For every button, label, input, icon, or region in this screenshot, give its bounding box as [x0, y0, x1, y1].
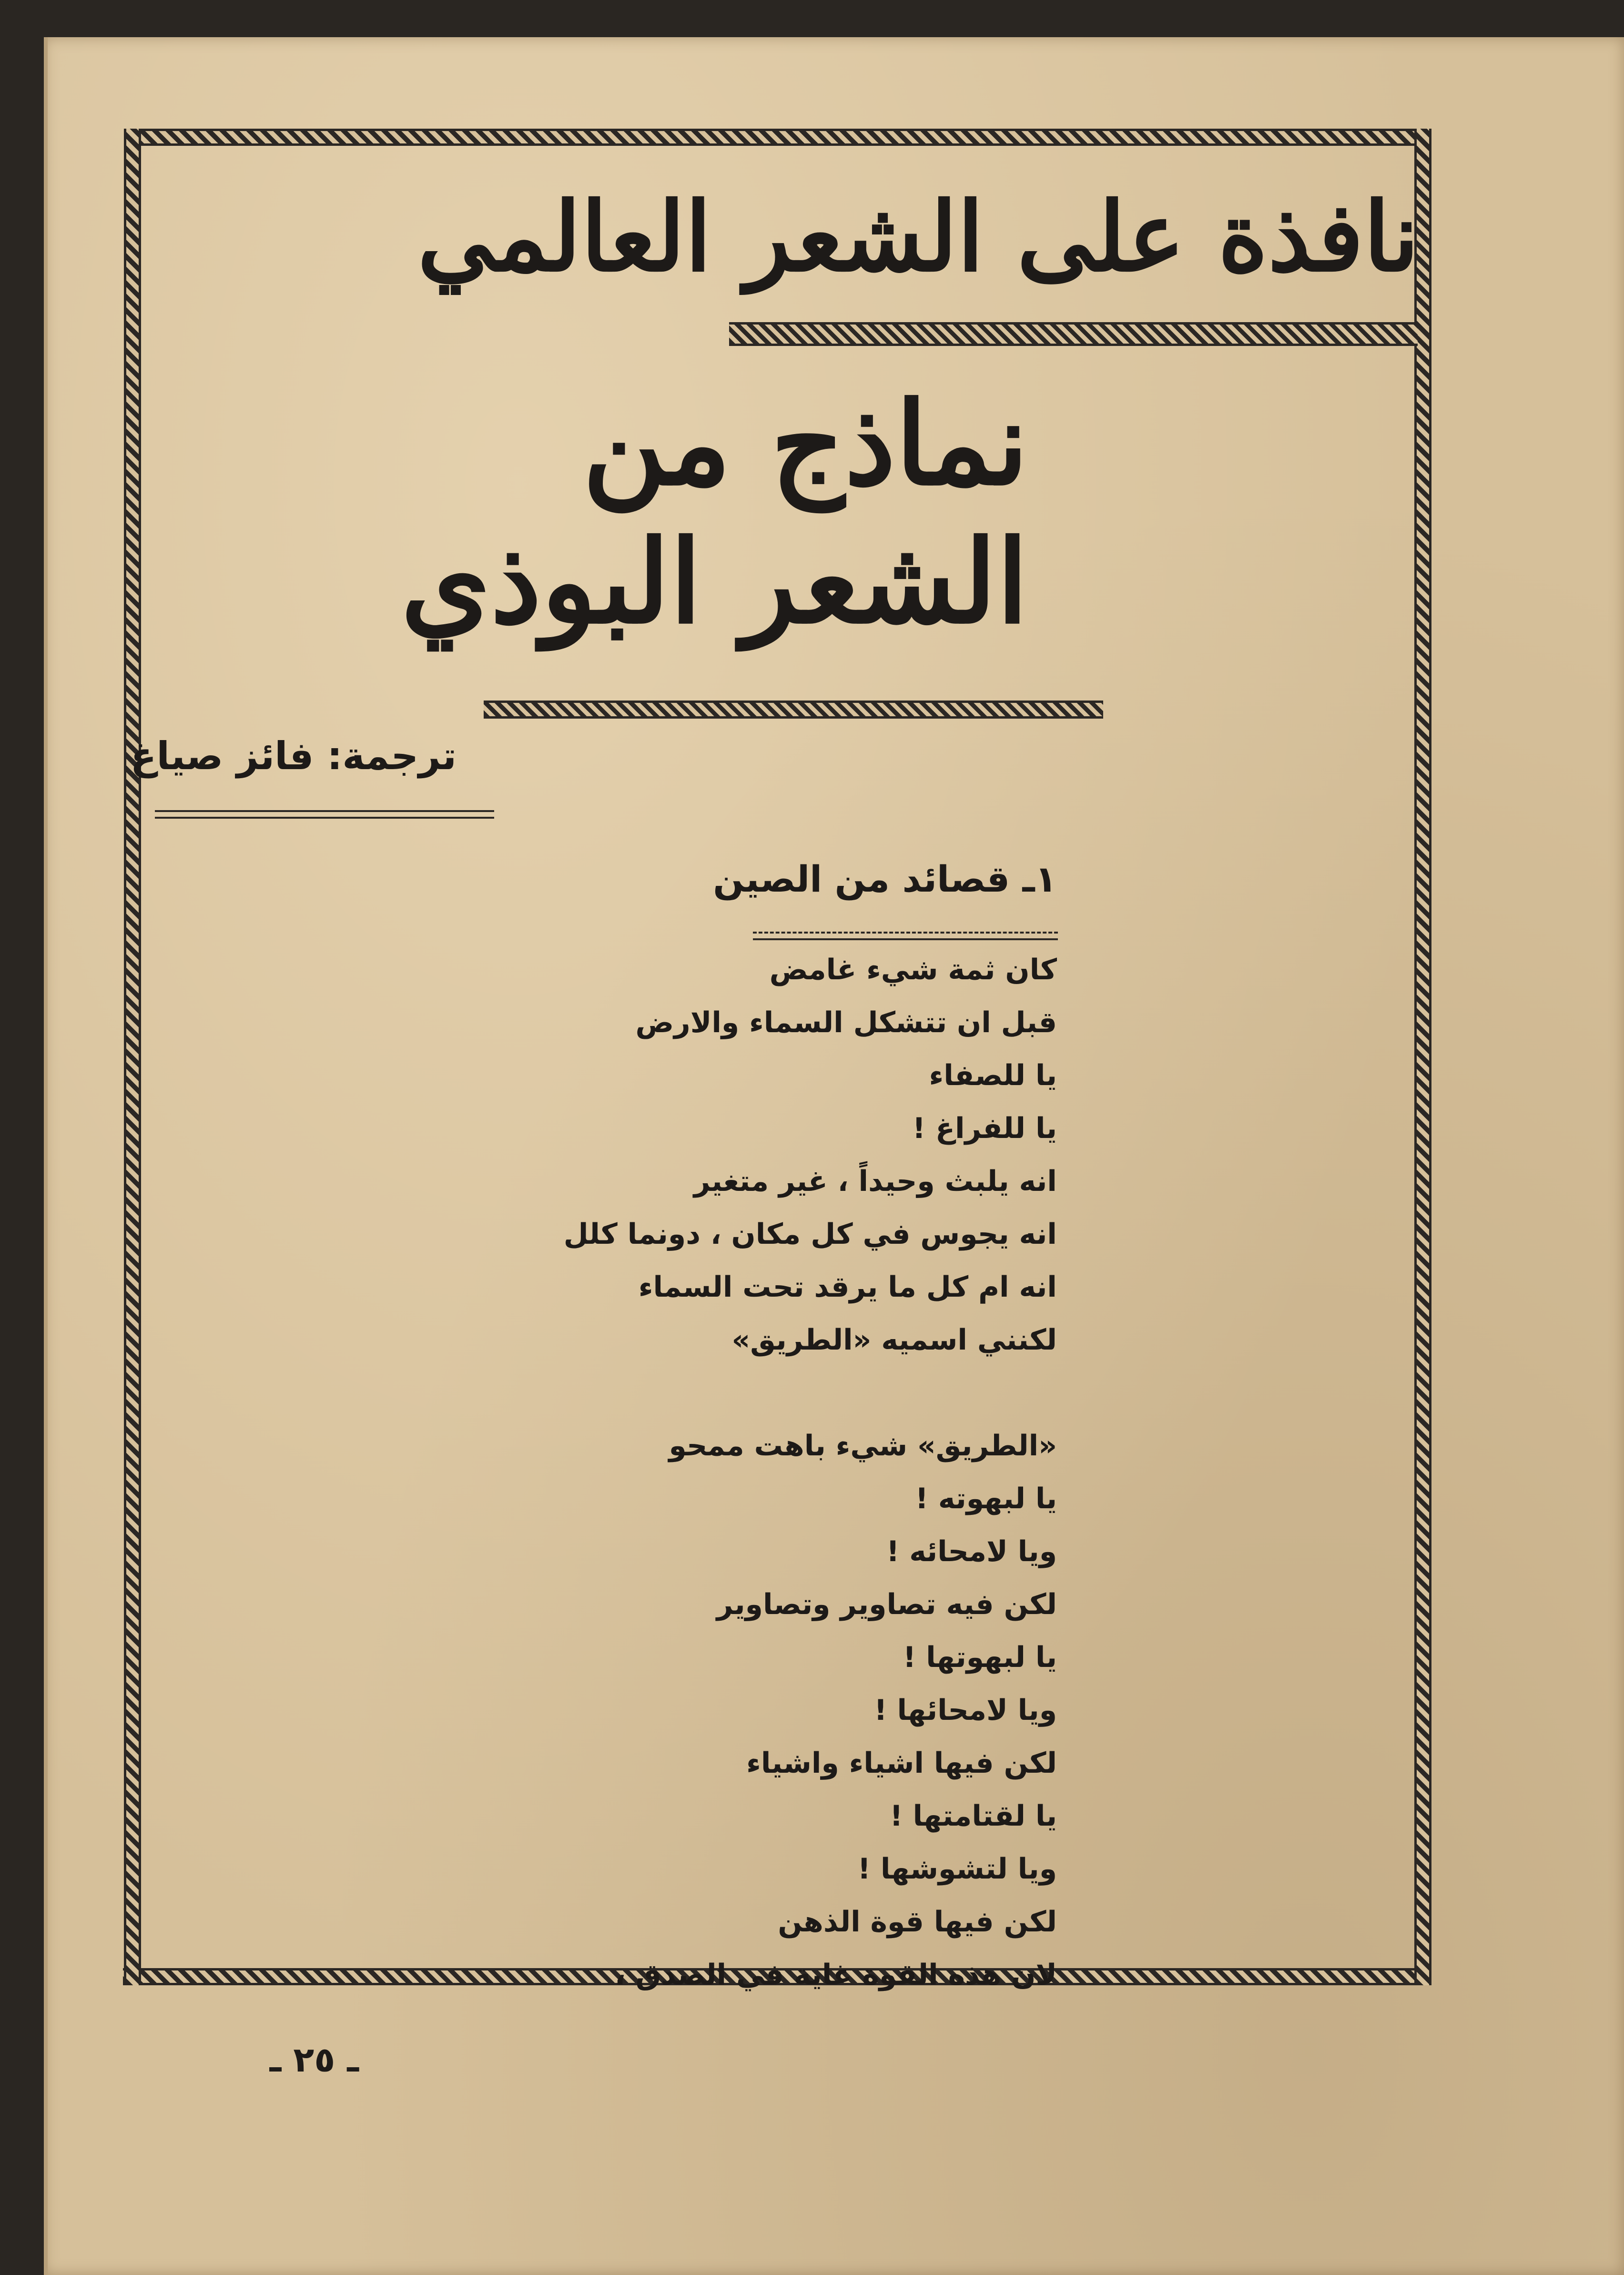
- article-title-rule: [484, 701, 1103, 719]
- poem-line: «الطريق» شيء باهت ممحو: [669, 1429, 1057, 1462]
- poem-line: يا لبهوتها !: [903, 1641, 1057, 1674]
- section-heading-rule: [753, 932, 1058, 940]
- poem-line: انه ام كل ما يرقد تحت السماء: [638, 1270, 1057, 1304]
- poem-line: ويا لتشوشها !: [857, 1852, 1057, 1886]
- poem-line: ويا لامحائها !: [874, 1694, 1057, 1727]
- translator-rule: [155, 810, 494, 819]
- poem-line: قبل ان تتشكل السماء والارض: [635, 1006, 1057, 1039]
- poem-line: يا لبهوته !: [915, 1482, 1057, 1515]
- poem-line: لكن فيها قوة الذهن: [778, 1905, 1057, 1939]
- poem-line: لكن فيه تصاوير وتصاوير: [716, 1588, 1057, 1621]
- poem-line: يا للصفاء: [929, 1059, 1057, 1092]
- translator-credit: ترجمة: فائز صياغ: [130, 734, 457, 778]
- page-number: ـ ٢٥ ـ: [269, 2040, 359, 2080]
- poem-line: يا لقتامتها !: [890, 1799, 1057, 1833]
- series-title: نافذة على الشعر العالمي: [417, 181, 1419, 293]
- section-heading: ١ـ قصائد من الصين: [713, 858, 1057, 900]
- poem-line: لكن فيها اشياء واشياء: [746, 1747, 1057, 1780]
- series-title-rule: [729, 322, 1418, 346]
- article-title-line-1: نماذج من: [582, 376, 1028, 511]
- poem-line: لان هذه القوة غاية في الصدق ،: [615, 1958, 1057, 1991]
- poem-line: انه يجوس في كل مكان ، دونما كلل: [563, 1218, 1057, 1251]
- poem-line: انه يلبث وحيداً ، غير متغير: [693, 1165, 1057, 1198]
- article-title-line-2: الشعر البوذي: [401, 515, 1028, 649]
- poem-line: يا للفراغ !: [912, 1112, 1057, 1145]
- poem-body: [564, 944, 1057, 2001]
- poem-line: ويا لامحائه !: [886, 1535, 1057, 1568]
- poem-line: كان ثمة شيء غامض: [769, 953, 1057, 986]
- frame-top-border: [124, 129, 1430, 146]
- poem-line: لكنني اسميه «الطريق»: [731, 1323, 1057, 1357]
- page-edge: [44, 37, 48, 2275]
- frame-right-border: [1414, 129, 1431, 1985]
- frame-left-border: [124, 129, 141, 1985]
- stanza-break: [564, 1367, 1057, 1420]
